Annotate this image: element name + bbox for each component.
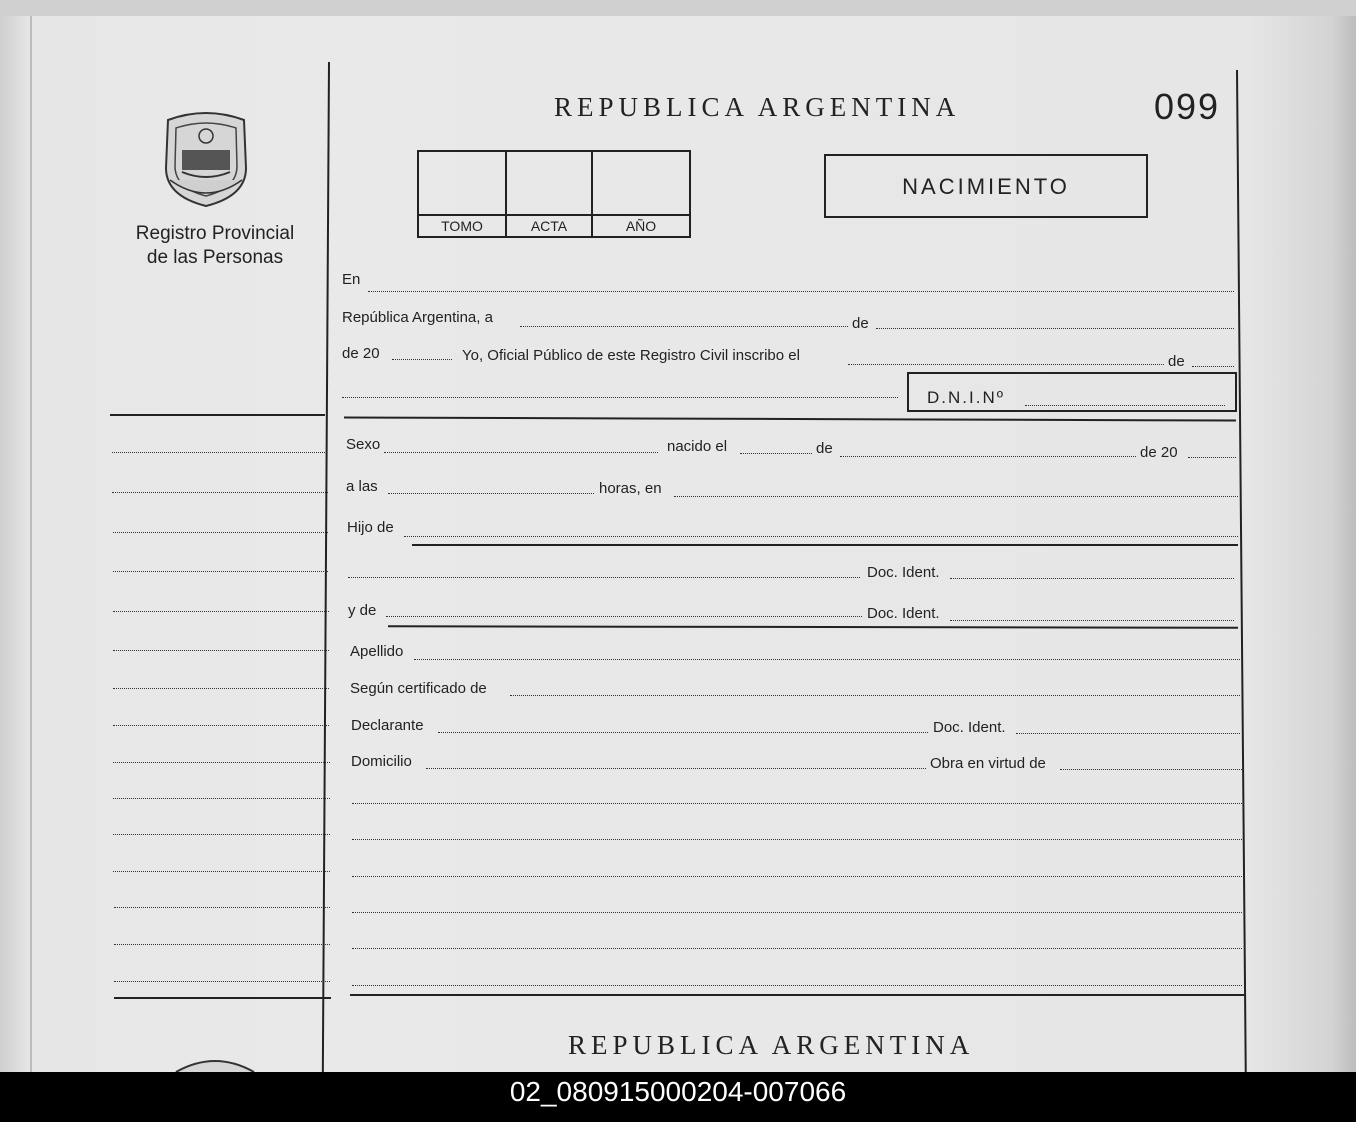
anio-field xyxy=(392,359,452,360)
stub-line xyxy=(113,650,329,651)
country-title: REPUBLICA ARGENTINA xyxy=(554,92,961,122)
stub-bottom-rule xyxy=(114,997,331,999)
doc-ident-label-1: Doc. Ident. xyxy=(867,564,940,581)
stub-line xyxy=(113,611,329,612)
acta-label: ACTA xyxy=(507,214,591,234)
record-type-label: NACIMIENTO xyxy=(902,174,1070,199)
sexo-field xyxy=(384,452,658,453)
stub-line xyxy=(113,762,330,763)
nacido-label: nacido el xyxy=(667,438,728,455)
notes-line xyxy=(352,912,1242,913)
tomo-label: TOMO xyxy=(419,214,505,234)
stub-line xyxy=(112,492,328,493)
dni-field xyxy=(1025,405,1225,406)
notes-line xyxy=(352,876,1242,877)
tomo-cell xyxy=(419,152,507,236)
stub-line xyxy=(113,871,330,872)
ano-cell xyxy=(593,152,689,236)
registry-line-1: Registro Provincial xyxy=(135,223,295,244)
hijo-de-field xyxy=(404,536,1238,537)
notes-line xyxy=(352,985,1242,986)
declarante-label: Declarante xyxy=(351,717,424,734)
section-rule-3 xyxy=(388,625,1238,628)
stub-line xyxy=(112,452,327,453)
en-label: En xyxy=(342,271,361,288)
hijo-de-label: Hijo de xyxy=(347,519,394,536)
inscribo-cont-field xyxy=(342,397,898,398)
doc-ident-label-3: Doc. Ident. xyxy=(933,719,1006,736)
stub-line xyxy=(114,944,330,945)
stub-line xyxy=(114,907,330,908)
horas-en-label: horas, en xyxy=(599,480,662,497)
segun-field xyxy=(510,695,1240,696)
nacido-dia-field xyxy=(740,453,812,454)
section-rule-1 xyxy=(344,416,1236,421)
dni-box xyxy=(907,372,1237,412)
inscribo-de-field xyxy=(1192,366,1234,367)
republica-label: República Argentina, a xyxy=(342,309,493,326)
stub-line xyxy=(114,981,330,982)
nacido-anio-field xyxy=(1188,457,1236,458)
notes-line xyxy=(352,803,1242,804)
inscribo-field xyxy=(848,364,1164,365)
ano-label: AÑO xyxy=(593,214,689,234)
de-label-2: de xyxy=(1168,353,1185,370)
misiones-emblem-small-icon xyxy=(174,1056,256,1072)
scan-id-footer: 02_080915000204-007066 xyxy=(0,1072,1356,1122)
section-rule-2 xyxy=(412,544,1238,546)
hora-field xyxy=(388,493,594,494)
stub-top-rule xyxy=(110,414,325,416)
oficial-label: Yo, Oficial Público de este Registro Civil inscribo el xyxy=(462,347,800,364)
page-number: 099 xyxy=(1154,86,1221,127)
de-label-3: de xyxy=(816,440,833,457)
stub-line xyxy=(113,688,329,689)
padre-field xyxy=(348,577,860,578)
reference-table xyxy=(417,150,691,238)
book-spine xyxy=(30,16,32,1072)
a-las-label: a las xyxy=(346,478,378,495)
stub-line xyxy=(113,532,328,533)
stub-line xyxy=(113,798,330,799)
apellido-field xyxy=(414,659,1240,660)
stub-line xyxy=(113,725,329,726)
domicilio-label: Domicilio xyxy=(351,753,412,770)
lugar-field xyxy=(674,496,1238,497)
obra-label: Obra en virtud de xyxy=(930,755,1046,772)
doc-ident-field-2 xyxy=(950,620,1234,621)
nacido-mes-field xyxy=(840,456,1136,457)
doc-ident-field-3 xyxy=(1016,733,1240,734)
dni-label: D.N.I.Nº xyxy=(927,388,1005,407)
stub-line xyxy=(113,834,330,835)
segun-label: Según certificado de xyxy=(350,680,487,697)
notes-line xyxy=(352,948,1242,949)
notes-line xyxy=(352,839,1242,840)
declarante-field xyxy=(438,732,928,733)
stub-divider xyxy=(322,62,330,1072)
en-field xyxy=(368,291,1234,292)
doc-ident-label-2: Doc. Ident. xyxy=(867,605,940,622)
section-rule-bottom xyxy=(350,994,1244,996)
sexo-label: Sexo xyxy=(346,436,381,453)
y-de-label: y de xyxy=(348,602,377,619)
registry-line-2: de las Personas xyxy=(146,247,284,268)
doc-ident-field-1 xyxy=(950,578,1234,579)
misiones-emblem-icon xyxy=(160,110,252,210)
page-top-edge xyxy=(0,0,1356,16)
madre-field xyxy=(386,616,862,617)
record-type-box xyxy=(824,154,1148,218)
dia-field xyxy=(520,326,848,327)
de20-label-1: de 20 xyxy=(342,345,380,362)
de-label-1: de xyxy=(852,315,869,332)
registry-name xyxy=(110,222,320,270)
de20-label-2: de 20 xyxy=(1140,444,1178,461)
stub-line xyxy=(113,571,328,572)
acta-cell xyxy=(507,152,593,236)
obra-field xyxy=(1060,769,1242,770)
domicilio-field xyxy=(426,768,926,769)
apellido-label: Apellido xyxy=(350,643,404,660)
next-country-title: REPUBLICA ARGENTINA xyxy=(568,1030,975,1060)
mes-field xyxy=(876,328,1234,329)
page-right-rule xyxy=(1236,70,1247,1072)
